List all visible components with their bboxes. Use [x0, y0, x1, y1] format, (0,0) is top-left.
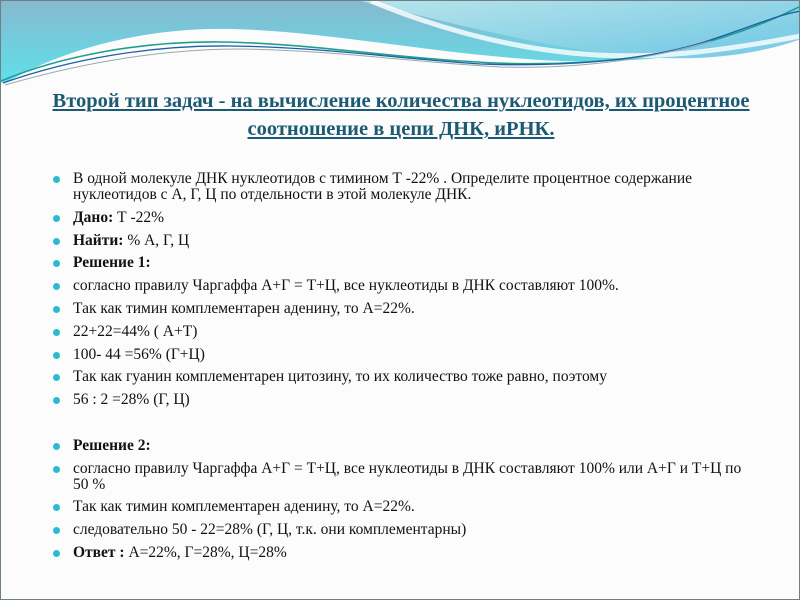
list-item: Ответ : А=22%, Г=28%, Ц=28% [49, 545, 749, 561]
list-item: следовательно 50 - 22=28% (Г, Ц, т.к. они комплементарны) [49, 522, 749, 538]
bullet-dot-icon [53, 504, 60, 511]
bullet-dot-icon [53, 397, 60, 404]
list-item: Так как тимин комплементарен аденину, то А=22%. [49, 499, 749, 515]
list-item: Дано: Т -22% [49, 210, 749, 226]
title-part-2: на вычисление количества нуклеотидов, их процентное соотношение в цепи ДНК, иРНК. [230, 90, 750, 140]
bullet-dot-icon [53, 550, 60, 557]
list-item: согласно правилу Чаргаффа А+Г = Т+Ц, все нуклеотиды в ДНК составляют 100%. [49, 278, 749, 294]
list-item: согласно правилу Чаргаффа А+Г = Т+Ц, все нуклеотиды в ДНК составляют 100% или А+Г и Т+Ц по 50 % [49, 461, 749, 493]
list-item: 100- 44 =56% (Г+Ц) [49, 347, 749, 363]
title-part-1: Второй тип задач - [52, 90, 231, 112]
bullet-dot-icon [53, 466, 60, 473]
list-item: Так как тимин комплементарен аденину, то А=22%. [49, 301, 749, 317]
bullet-dot-icon [53, 329, 60, 336]
header-wave-decoration [1, 1, 800, 91]
list-item: Найти: % А, Г, Ц [49, 233, 749, 249]
bullet-dot-icon [53, 215, 60, 222]
bullet-dot-icon [53, 260, 60, 267]
bullet-dot-icon [53, 352, 60, 359]
bullet-dot-icon [53, 374, 60, 381]
bullet-dot-icon [53, 527, 60, 534]
bullet-dot-icon [53, 443, 60, 450]
bullet-dot-icon [53, 283, 60, 290]
list-item: Так как гуанин комплементарен цитозину, то их количество тоже равно, поэтому [49, 369, 749, 385]
list-item: 56 : 2 =28% (Г, Ц) [49, 392, 749, 408]
bullet-dot-icon [53, 306, 60, 313]
list-item: В одной молекуле ДНК нуклеотидов с тимином Т -22% . Определите процентное содержание нуклеотидов с А, Г, Ц по отдельности в этой молекуле ДНК. [49, 171, 749, 203]
list-item: Решение 1: [49, 255, 749, 271]
bullet-dot-icon [53, 176, 60, 183]
slide-title [41, 87, 761, 143]
list-item: Решение 2: [49, 438, 749, 454]
list-item: 22+22=44% ( А+Т) [49, 324, 749, 340]
bullet-list [49, 171, 749, 568]
bullet-dot-icon [53, 238, 60, 245]
spacer [49, 415, 749, 431]
